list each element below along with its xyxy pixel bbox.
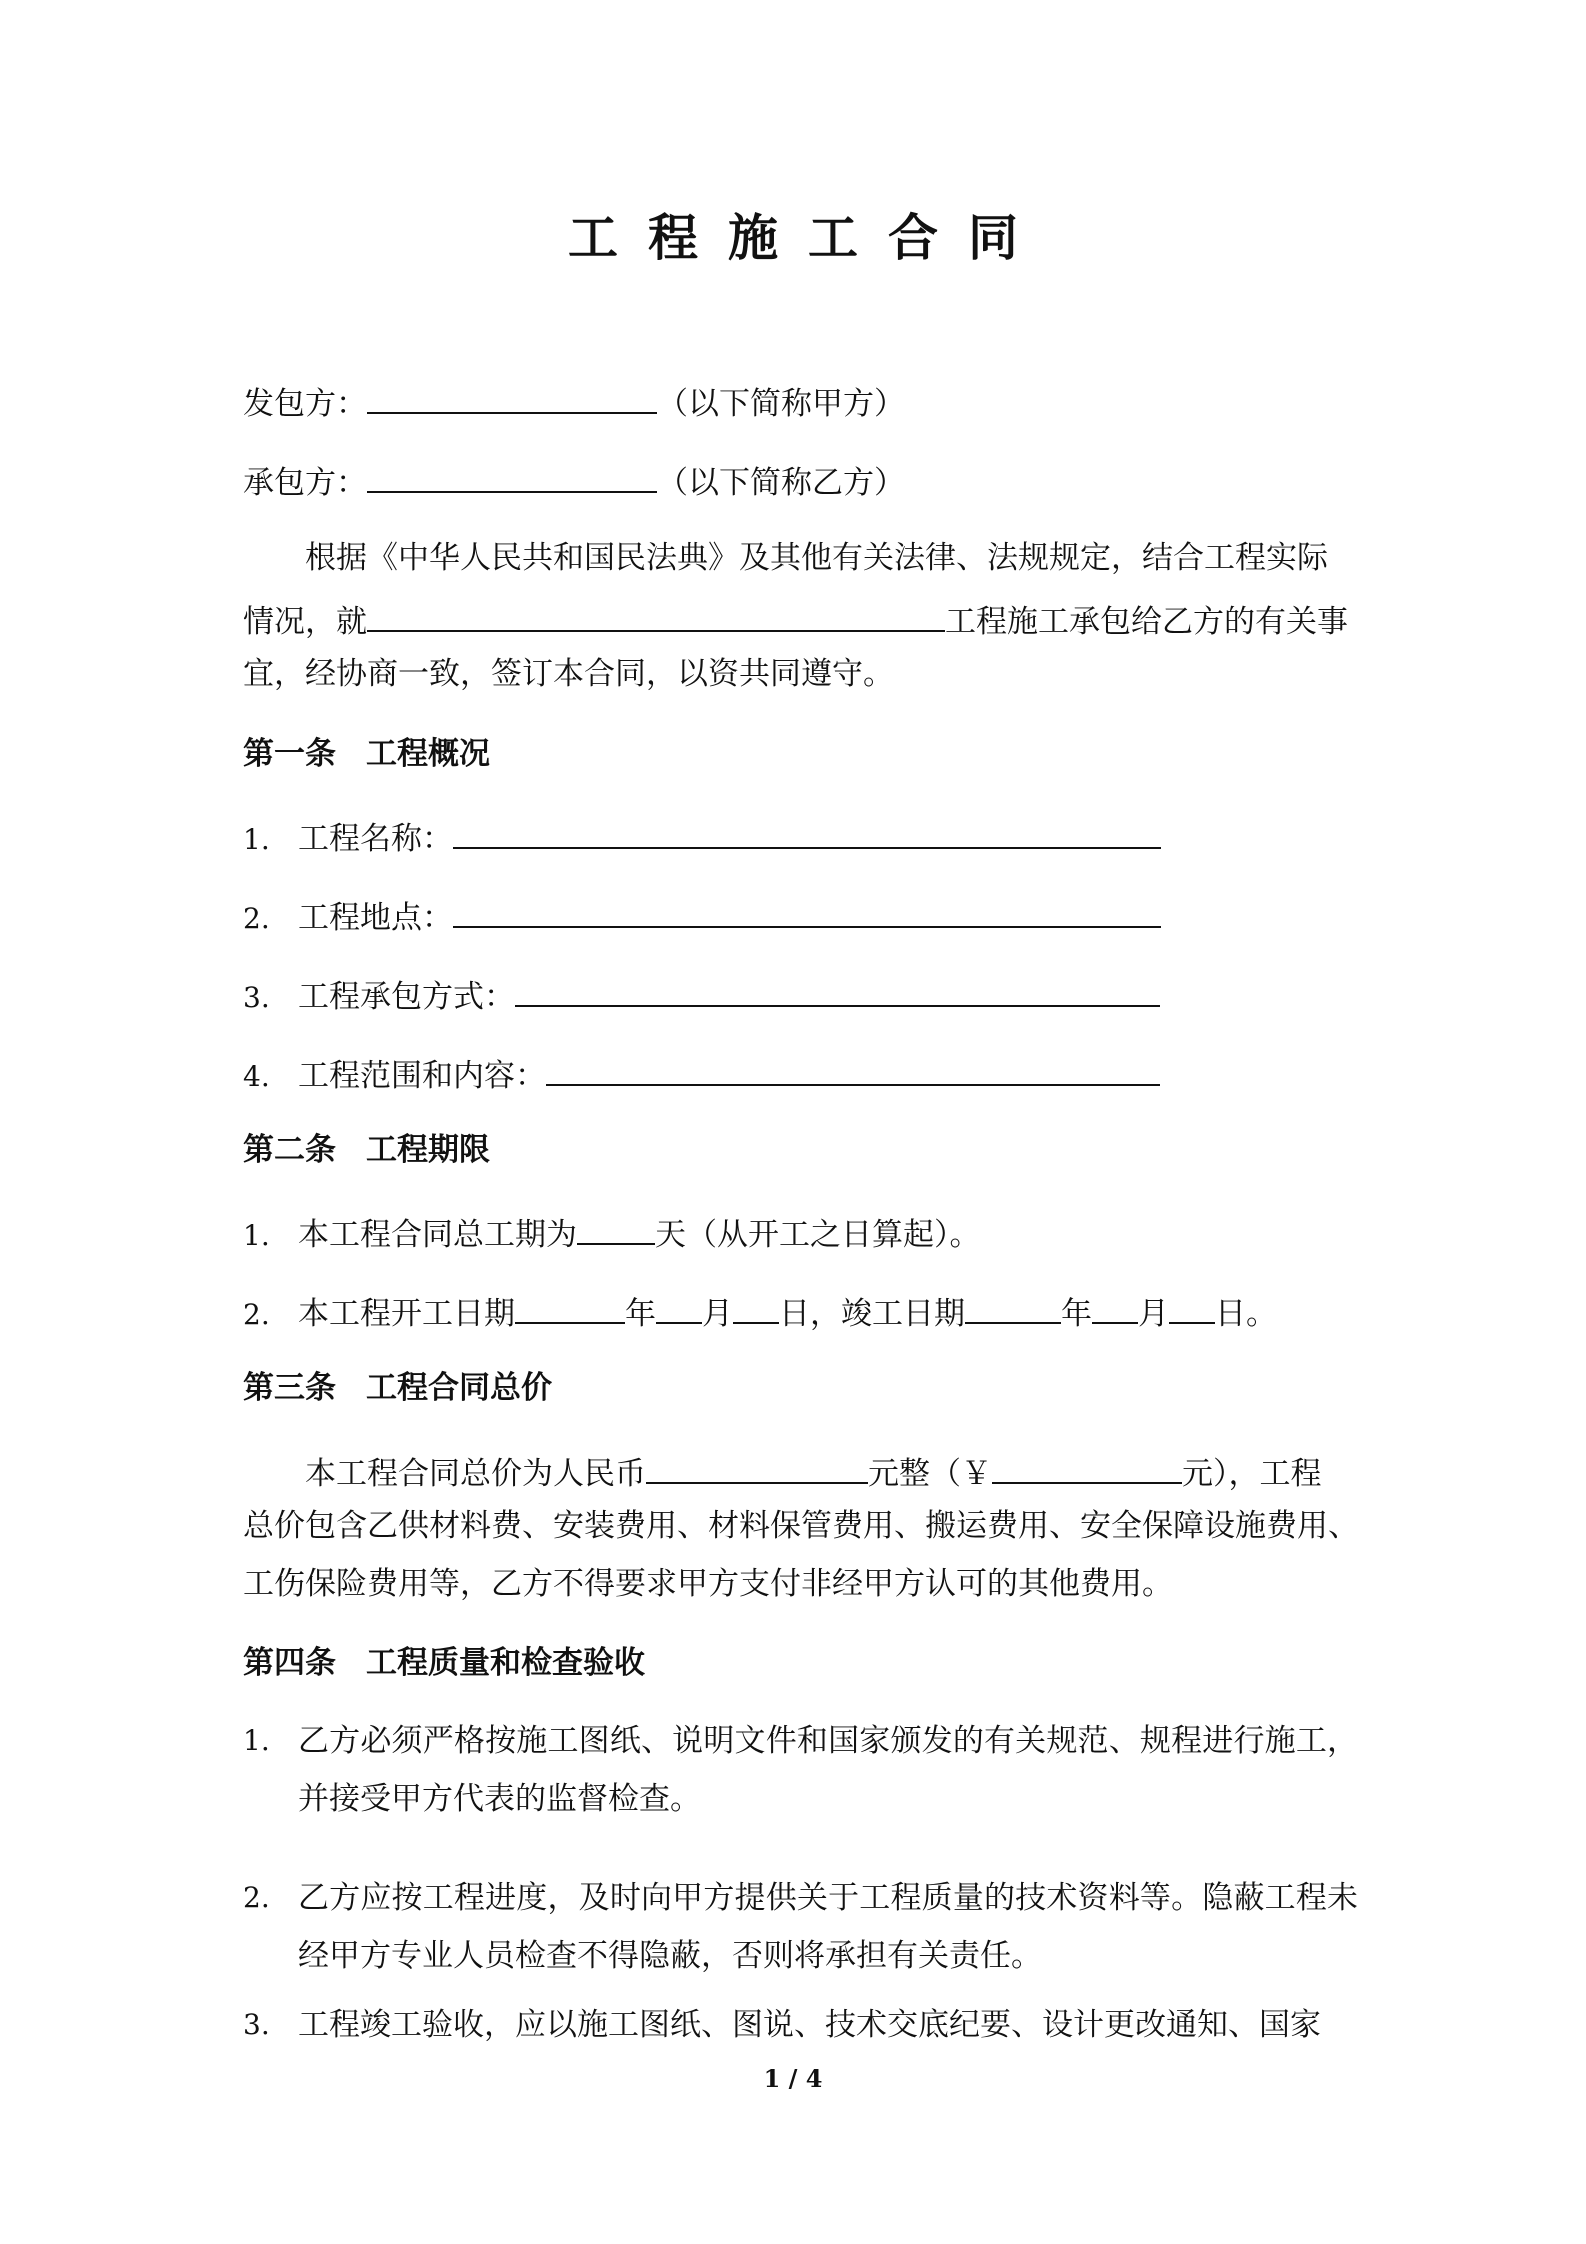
article2-title: 工程期限 (366, 1132, 490, 1168)
item-text: 天（从开工之日算起）。 (655, 1217, 981, 1253)
item-text: 本工程合同总工期为 (298, 1217, 577, 1253)
article2-item-1 (243, 1209, 981, 1256)
page-number: 1 / 4 (763, 2064, 823, 2093)
employer-suffix: （以下简称甲方） (657, 386, 905, 422)
article4-title: 工程质量和检查验收 (366, 1645, 645, 1681)
article4-heading (243, 1643, 645, 1683)
item-number: 1. (243, 1724, 270, 1757)
item-label: 工程范围和内容： (298, 1058, 546, 1094)
scope-blank[interactable] (546, 1050, 1160, 1086)
preamble-line-2 (243, 596, 1348, 642)
article1-item-4 (243, 1050, 1160, 1097)
employer-line (243, 378, 905, 424)
preamble-line-1 (243, 538, 1328, 578)
item-number: 2. (243, 902, 270, 935)
start-year-blank[interactable] (515, 1288, 625, 1324)
end-year-blank[interactable] (965, 1288, 1061, 1324)
item-text: 日。 (1215, 1296, 1277, 1332)
month-label: 月 (1138, 1296, 1169, 1332)
item-number: 4. (243, 1060, 270, 1093)
contractor-suffix: （以下简称乙方） (657, 465, 905, 501)
contractor-blank[interactable] (367, 457, 657, 493)
item-text: 乙方应按工程进度，及时向甲方提供关于工程质量的技术资料等。隐蔽工程未经甲方专业人员检查不得隐蔽，否则将承担有关责任。 (298, 1880, 1358, 1974)
item-text: 乙方必须严格按施工图纸、说明文件和国家颁发的有关规范、规程进行施工，并接受甲方代表的监督检查。 (298, 1723, 1358, 1817)
end-month-blank[interactable] (1092, 1288, 1138, 1324)
article4-num: 第四条 (243, 1645, 336, 1681)
article3-title: 工程合同总价 (366, 1370, 552, 1406)
employer-blank[interactable] (367, 378, 657, 414)
duration-days-blank[interactable] (577, 1209, 655, 1245)
price-text: 元），工程 (1182, 1456, 1322, 1492)
item-number: 3. (243, 2008, 270, 2041)
project-location-blank[interactable] (453, 892, 1161, 928)
article4-item-1 (243, 1712, 1358, 1828)
employer-label: 发包方： (243, 386, 367, 422)
item-label: 工程承包方式： (298, 979, 515, 1015)
item-number: 1. (243, 823, 270, 856)
item-number: 3. (243, 981, 270, 1014)
start-month-blank[interactable] (656, 1288, 702, 1324)
article3-line-2 (243, 1506, 1359, 1546)
item-text: 本工程开工日期 (298, 1296, 515, 1332)
contractor-line (243, 457, 905, 503)
year-label: 年 (1061, 1296, 1092, 1332)
contractor-label: 承包方： (243, 465, 367, 501)
price-words-blank[interactable] (646, 1448, 868, 1484)
start-day-blank[interactable] (733, 1288, 779, 1324)
article1-heading (243, 734, 490, 774)
article3-heading (243, 1368, 552, 1408)
item-text: 工程竣工验收，应以施工图纸、图说、技术交底纪要、设计更改通知、国家 (298, 2007, 1321, 2043)
year-label: 年 (625, 1296, 656, 1332)
item-label: 工程地点： (298, 900, 453, 936)
preamble-line-3 (243, 654, 894, 694)
end-day-blank[interactable] (1169, 1288, 1215, 1324)
price-text: 总价包含乙供材料费、安装费用、材料保管费用、搬运费用、安全保障设施费用、 (243, 1508, 1359, 1544)
item-number: 2. (243, 1298, 270, 1331)
article3-line-1 (243, 1448, 1322, 1494)
article2-num: 第二条 (243, 1132, 336, 1168)
article4-item-3 (243, 1996, 1358, 2054)
item-text: 日，竣工日期 (779, 1296, 965, 1332)
article1-title: 工程概况 (366, 736, 490, 772)
month-label: 月 (702, 1296, 733, 1332)
item-number: 2. (243, 1881, 270, 1914)
document-title: 工程施工合同 (568, 209, 1048, 267)
price-text: 元整（￥ (868, 1456, 992, 1492)
article1-num: 第一条 (243, 736, 336, 772)
article1-item-3 (243, 971, 1160, 1018)
project-blank[interactable] (367, 596, 945, 632)
article4-item-2 (243, 1869, 1358, 1985)
preamble-text-4: 宜，经协商一致，签订本合同，以资共同遵守。 (243, 656, 894, 692)
item-number: 1. (243, 1219, 270, 1252)
price-number-blank[interactable] (992, 1448, 1182, 1484)
project-name-blank[interactable] (453, 813, 1161, 849)
article3-line-3 (243, 1564, 1173, 1604)
article2-heading (243, 1130, 490, 1170)
article1-item-1 (243, 813, 1161, 860)
contract-method-blank[interactable] (515, 971, 1160, 1007)
price-text: 本工程合同总价为人民币 (305, 1456, 646, 1492)
article3-num: 第三条 (243, 1370, 336, 1406)
price-text: 工伤保险费用等，乙方不得要求甲方支付非经甲方认可的其他费用。 (243, 1566, 1173, 1602)
item-label: 工程名称： (298, 821, 453, 857)
preamble-text-3: 工程施工承包给乙方的有关事 (945, 604, 1348, 640)
article2-item-2 (243, 1288, 1277, 1335)
preamble-text-2: 情况，就 (243, 604, 367, 640)
article1-item-2 (243, 892, 1161, 939)
preamble-text-1: 根据《中华人民共和国民法典》及其他有关法律、法规规定，结合工程实际 (305, 540, 1328, 576)
